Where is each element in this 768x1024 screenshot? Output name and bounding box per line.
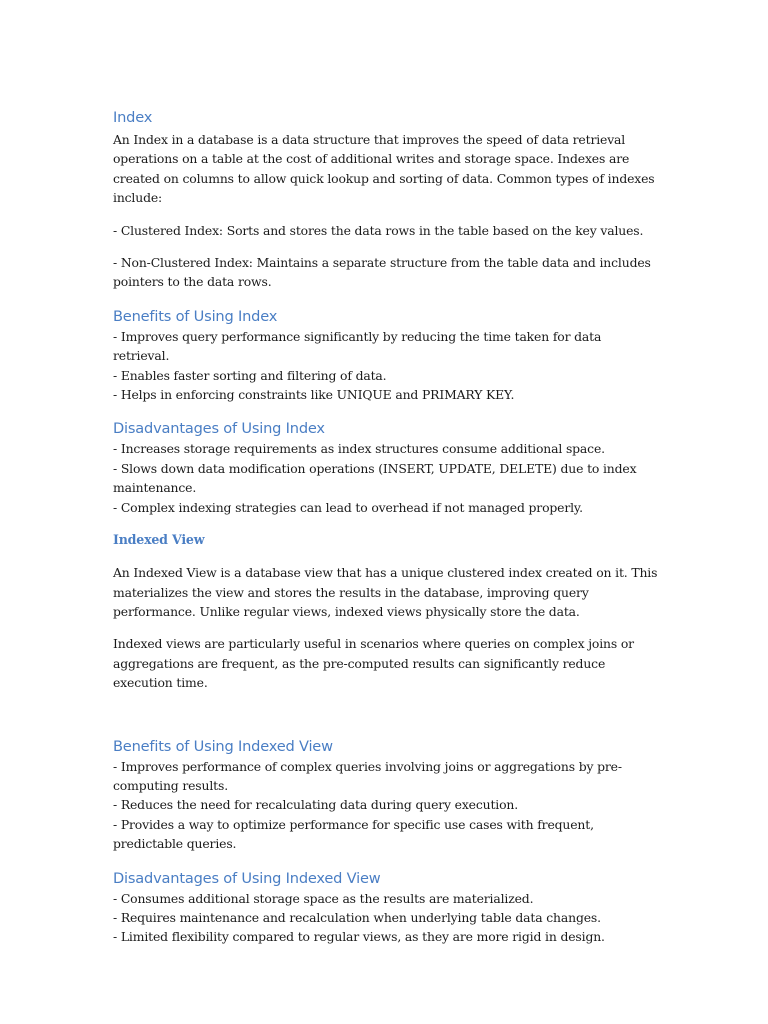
clustered-index-text: - Clustered Index: Sorts and stores the data rows in the table based on the key values. (113, 222, 644, 238)
index-intro: An Index in a database is a data structure that improves the speed of data retrieval operations on a table at the cost of additional writes and storage space. Indexes are created on columns to allow quick lookup and sorting of data. Common types of indexes include: (113, 132, 655, 206)
disadvantages-index-list (113, 439, 658, 517)
benefits-index-list (113, 327, 658, 405)
indexed-view-heading: Indexed View (113, 532, 205, 548)
list-item: - Increases storage requirements as index structures consume additional space. (113, 441, 605, 457)
list-item: - Reduces the need for recalculating data during query execution. (113, 797, 519, 813)
benefits-view-list (113, 757, 658, 854)
list-item: - Requires maintenance and recalculation when underlying table data changes. (113, 909, 601, 925)
list-item: - Enables faster sorting and filtering of data. (113, 367, 387, 383)
disadvantages-view-heading: Disadvantages of Using Indexed View (113, 869, 381, 887)
indexed-view-para-2: Indexed views are particularly useful in scenarios where queries on complex joins or aggregations are frequent, as the pre-computed results can significantly reduce execution time. (113, 636, 634, 691)
document-page (113, 106, 658, 947)
list-item: - Slows down data modification operations (INSERT, UPDATE, DELETE) due to index maintenance. (113, 460, 637, 496)
list-item: - Helps in enforcing constraints like UNIQUE and PRIMARY KEY. (113, 387, 515, 403)
list-item: - Provides a way to optimize performance for specific use cases with frequent, predictable queries. (113, 816, 594, 852)
list-item: - Improves performance of complex queries involving joins or aggregations by pre-computing results. (113, 758, 622, 793)
disadvantages-view-list (113, 889, 658, 947)
non-clustered-index-text: - Non-Clustered Index: Maintains a separate structure from the table data and includes pointers to the data rows. (113, 255, 651, 290)
index-heading: Index (113, 109, 153, 126)
disadvantages-index-heading: Disadvantages of Using Index (113, 420, 325, 438)
list-item: - Improves query performance significantly by reducing the time taken for data retrieval. (113, 328, 602, 364)
benefits-view-heading: Benefits of Using Indexed View (113, 737, 333, 755)
indexed-view-para-1: An Indexed View is a database view that has a unique clustered index created on it. This materializes the view and stores the results in the database, improving query performance. Unlike regular views, indexed views physically store the data. (113, 565, 658, 619)
list-item: - Consumes additional storage space as the results are materialized. (113, 890, 534, 906)
list-item: - Limited flexibility compared to regular views, as they are more rigid in design. (113, 929, 605, 945)
benefits-index-heading: Benefits of Using Index (113, 307, 278, 325)
list-item: - Complex indexing strategies can lead to overhead if not managed properly. (113, 499, 583, 515)
